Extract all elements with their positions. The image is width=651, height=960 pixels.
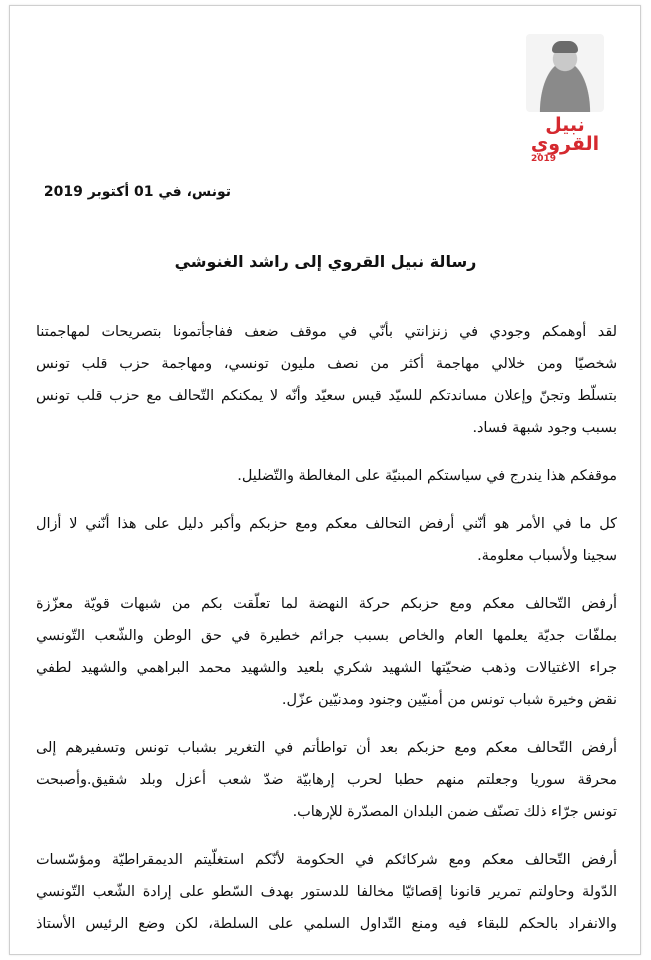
- paragraph: [36, 508, 617, 572]
- text-line: والانفراد بالحكم للبقاء فيه ومنع التّداول السلمي على السلطة، لكن وضع الرئيس الأستاذ: [36, 916, 617, 932]
- text-line: نقض وخيرة شباب تونس من أمنيّين وجنود ومدنيّين عزّل.: [281, 692, 617, 708]
- text-line: أرفض التّحالف معكم ومع حزبكم بعد أن تواطأتم في التغرير بشباب تونس وتسفيرهم إلى: [36, 740, 617, 756]
- text-line: بملفّات جديّة يعلمها العام والخاص بسبب جرائم خطيرة في حق الوطن والشّعب التّونسي: [36, 628, 617, 644]
- logo-name: نبيل القروي: [530, 114, 600, 155]
- text-line: بتسلّط وتجنّ وإعلان مساندتكم للسيّد قيس سعيّد وأنّه لا يمكنكم التّحالف مع حزب قلب تونس: [36, 388, 617, 404]
- paragraph: [36, 316, 617, 444]
- text-line: شخصيّا ومن خلالي مهاجمة أكثر من نصف مليون تونسي، ومهاجمة حزب قلب تونس: [36, 356, 617, 372]
- text-line: لقد أوهمكم وجودي في زنزانتي بأنّي في موقف ضعف ففاجأتمونا بتصريحات لمهاجمتنا: [36, 324, 617, 340]
- text-line: كل ما في الأمر هو أنّني أرفض التحالف معكم ومع حزبكم وأكبر دليل على هذا أنّني لا أزال: [36, 516, 617, 532]
- letter-body: [36, 316, 617, 956]
- text-line: موقفكم هذا يندرج في سياستكم المبنيّة على المغالطة والتّضليل.: [237, 468, 617, 484]
- text-line: أرفض التّحالف معكم ومع شركائكم في الحكومة لأنّكم استغلّيتم الديمقراطيّة ومؤسّسات: [36, 852, 617, 868]
- paragraph: [36, 844, 617, 940]
- text-line: جراء الاغتيالات وذهب ضحيّتها الشهيد شكري بلعيد والشهيد محمد البراهمي والشهيد لطفي: [36, 660, 617, 676]
- text-line: سجينا ولأسباب معلومة.: [477, 548, 617, 564]
- campaign-logo: [515, 34, 615, 164]
- text-line: محرقة سوريا وجعلتم منهم حطبا لحرب إرهابيّة ضدّ شعب أعزل وبلد شقيق.وأصبحت: [36, 772, 617, 788]
- text-line: أرفض التّحالف معكم ومع حزبكم حركة النهضة لما تعلّقت بكم من شبهات قويّة معزّزة: [36, 596, 617, 612]
- text-line: الدّولة وحاولتم تمرير قانونا إقصائيّا مخالفا للدستور بهدف السّطو على إرادة الشّعب التّونسي: [36, 884, 617, 900]
- text-line: تونس جرّاء ذلك تصنّف ضمن البلدان المصدّرة للإرهاب.: [292, 804, 617, 820]
- text-line: بسبب وجود شبهة فساد.: [472, 420, 617, 436]
- paragraph: [36, 460, 617, 492]
- paragraph: [36, 588, 617, 716]
- logo-year: 2019: [531, 154, 557, 164]
- letter-title: رسالة نبيل القروي إلى راشد الغنوشي: [174, 252, 477, 271]
- candidate-portrait: [526, 34, 604, 112]
- date-line: تونس، في 01 أكتوبر 2019: [43, 184, 231, 200]
- paragraph: [36, 732, 617, 828]
